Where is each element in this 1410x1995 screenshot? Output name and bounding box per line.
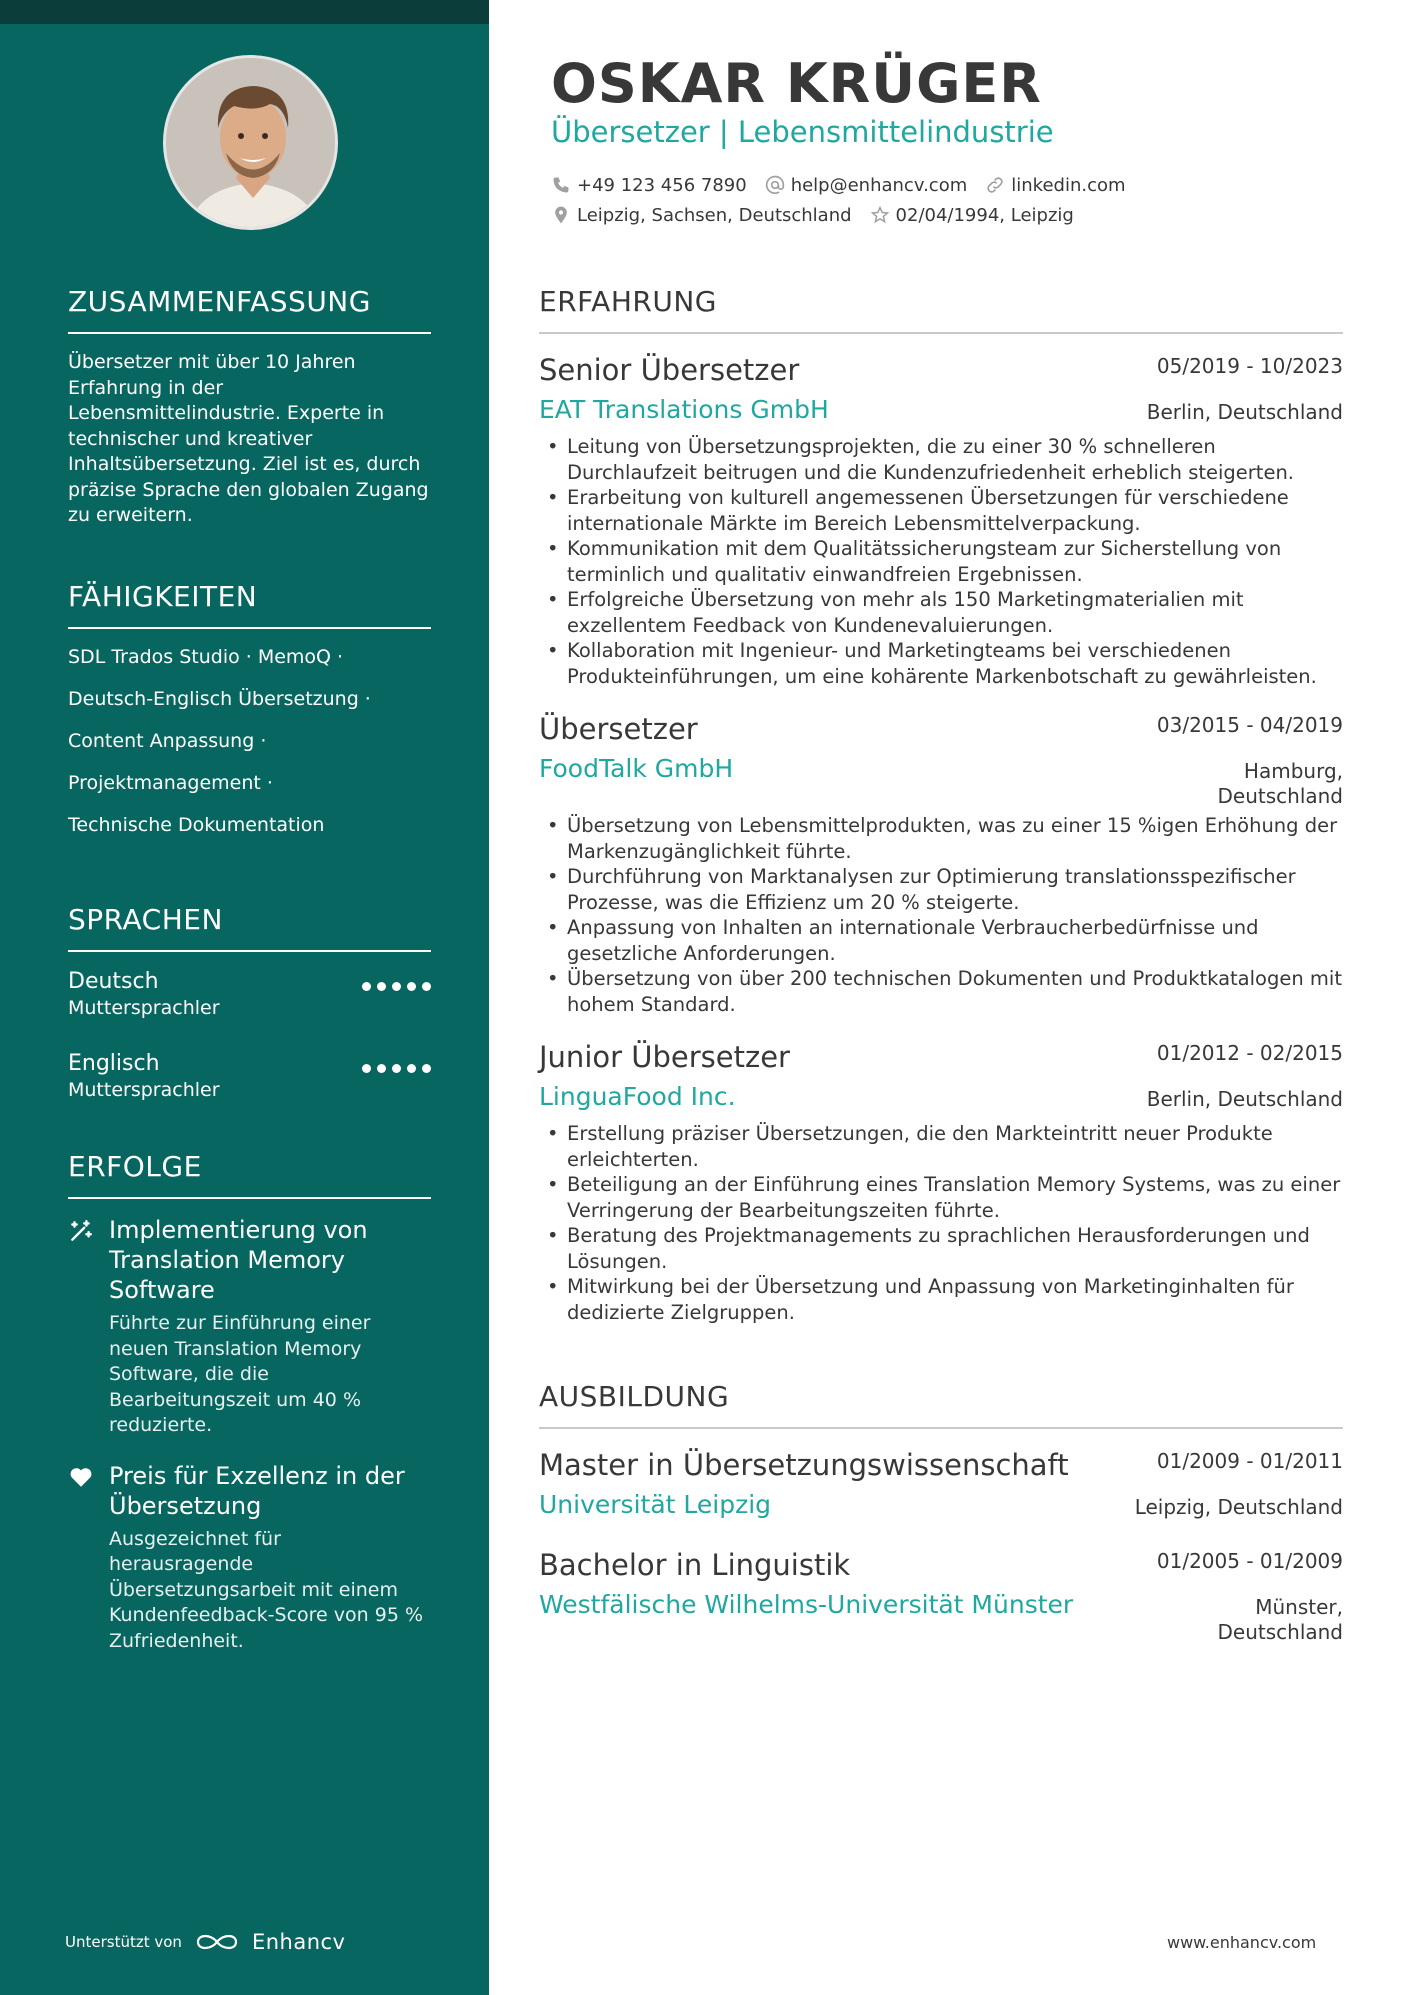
job-location: Berlin, Deutschland xyxy=(1146,1087,1343,1111)
skill-item: SDL Trados Studio · MemoQ · xyxy=(68,646,344,668)
enhancv-brand[interactable]: Enhancv xyxy=(251,1930,346,1954)
skills-title: FÄHIGKEITEN xyxy=(68,580,431,629)
rating-dot xyxy=(362,982,371,991)
job-bullet: • Kollaboration mit Ingenieur- und Marketingteams bei verschiedenen Produkteinführungen, um eine kohärente Markenbotschaft zu gewährleisten. xyxy=(539,638,1343,689)
footer-url[interactable]: www.enhancv.com xyxy=(1167,1933,1317,1952)
candidate-name: OSKAR KRÜGER xyxy=(551,52,1042,115)
email-contact[interactable] xyxy=(765,175,968,196)
phone-icon xyxy=(551,175,571,195)
phone-text: +49 123 456 7890 xyxy=(577,174,747,196)
heart-icon xyxy=(68,1464,94,1490)
birth-contact xyxy=(870,205,1074,226)
skill-item: Projektmanagement · xyxy=(68,772,273,794)
achievement-item xyxy=(68,1461,431,1655)
company-name: LinguaFood Inc. xyxy=(539,1082,736,1111)
enhancv-logo-icon xyxy=(194,1931,240,1953)
languages-title: SPRACHEN xyxy=(68,903,431,952)
education-entry xyxy=(539,1547,1343,1644)
job-bullet: • Anpassung von Inhalten an internationale Verbraucherbedürfnisse und gesetzliche Anforderungen. xyxy=(539,915,1343,966)
email-text: help@enhancv.com xyxy=(790,174,968,196)
language-rating xyxy=(362,1064,431,1073)
magic-wand-icon xyxy=(68,1218,94,1244)
rating-dot xyxy=(377,1064,386,1073)
location-contact xyxy=(551,205,852,226)
experience-section xyxy=(539,285,1343,1347)
language-level: Muttersprachler xyxy=(68,1079,220,1101)
language-item xyxy=(68,968,431,1050)
achievements-section xyxy=(68,1150,431,1676)
job-bullet: • Leitung von Übersetzungsprojekten, die zu einer 30 % schnelleren Durchlaufzeit beitrugen und die Kundenzufriedenheit erheblich steigerten. xyxy=(539,434,1343,485)
job-bullet: • Erarbeitung von kulturell angemessenen Übersetzungen für verschiedene internationale Märkte im Bereich Lebensmittelverpackung. xyxy=(539,485,1343,536)
at-icon xyxy=(765,175,785,195)
job-location: Berlin, Deutschland xyxy=(1146,400,1343,424)
job-location: Hamburg, Deutschland xyxy=(1217,759,1343,808)
education-dates: 01/2009 - 01/2011 xyxy=(1156,1449,1343,1473)
contact-info xyxy=(551,170,1126,230)
rating-dot xyxy=(422,1064,431,1073)
summary-title: ZUSAMMENFASSUNG xyxy=(68,285,431,334)
education-title: AUSBILDUNG xyxy=(539,1380,1343,1429)
job-bullet: • Mitwirkung bei der Übersetzung und Anpassung von Marketinginhalten für dedizierte Zielgruppen. xyxy=(539,1274,1343,1325)
achievement-title: Preis für Exzellenz in der Übersetzung xyxy=(109,1461,405,1520)
website-contact[interactable] xyxy=(985,175,1125,196)
job-title: Übersetzer xyxy=(539,712,698,746)
education-location: Münster, Deutschland xyxy=(1217,1595,1343,1644)
sidebar xyxy=(0,0,489,1995)
star-icon xyxy=(870,205,890,225)
language-rating xyxy=(362,982,431,991)
school-name: Westfälische Wilhelms-Universität Münster xyxy=(539,1590,1074,1619)
powered-by-label: Unterstützt von xyxy=(65,1933,182,1951)
degree-title: Bachelor in Linguistik xyxy=(539,1548,851,1582)
summary-section xyxy=(68,285,431,529)
rating-dot xyxy=(362,1064,371,1073)
skill-item: Technische Dokumentation xyxy=(68,814,325,836)
summary-text: Übersetzer mit über 10 Jahren Erfahrung in der Lebensmittelindustrie. Experte in technischer und kreativer Inhaltsübersetzung. Ziel ist es, durch präzise Sprache den globalen Zugang zu erweitern. xyxy=(68,351,429,526)
experience-title: ERFAHRUNG xyxy=(539,285,1343,334)
job-title: Senior Übersetzer xyxy=(539,353,800,387)
experience-entry xyxy=(539,352,1343,689)
school-name: Universität Leipzig xyxy=(539,1490,772,1519)
rating-dot xyxy=(392,1064,401,1073)
achievement-title: Implementierung von Translation Memory Software xyxy=(109,1216,368,1304)
job-bullet: • Erfolgreiche Übersetzung von mehr als 150 Marketingmaterialien mit exzellentem Feedback von Kundenevaluierungen. xyxy=(539,587,1343,638)
company-name: FoodTalk GmbH xyxy=(539,754,734,783)
job-title: Junior Übersetzer xyxy=(539,1040,790,1074)
degree-title: Master in Übersetzungswissenschaft xyxy=(539,1448,1069,1482)
language-item xyxy=(68,1050,431,1132)
website-text: linkedin.com xyxy=(1011,174,1126,196)
achievements-title: ERFOLGE xyxy=(68,1150,431,1199)
education-entry xyxy=(539,1447,1343,1523)
powered-by xyxy=(65,1930,345,1954)
achievement-desc: Führte zur Einführung einer neuen Translation Memory Software, die die Bearbeitungszeit um 40 % reduzierte. xyxy=(109,1312,371,1436)
job-dates: 01/2012 - 02/2015 xyxy=(1156,1041,1343,1065)
candidate-title: Übersetzer | Lebensmittelindustrie xyxy=(551,115,1054,149)
achievement-item xyxy=(68,1215,431,1439)
company-name: EAT Translations GmbH xyxy=(539,395,829,424)
language-name: Englisch xyxy=(68,1051,160,1076)
job-bullet: • Beratung des Projektmanagements zu sprachlichen Herausforderungen und Lösungen. xyxy=(539,1223,1343,1274)
achievement-desc: Ausgezeichnet für herausragende Übersetzungsarbeit mit einem Kundenfeedback-Score von 95 % Zufriedenheit. xyxy=(109,1527,424,1652)
education-section xyxy=(539,1380,1343,1645)
phone-contact[interactable] xyxy=(551,175,747,196)
experience-entry xyxy=(539,1039,1343,1325)
sidebar-top-band xyxy=(0,0,489,24)
language-level: Muttersprachler xyxy=(68,997,220,1019)
job-bullets xyxy=(539,1121,1343,1325)
rating-dot xyxy=(407,1064,416,1073)
skill-item: Content Anpassung · xyxy=(68,730,267,752)
avatar xyxy=(163,55,338,230)
skills-section xyxy=(68,580,431,855)
location-text: Leipzig, Sachsen, Deutschland xyxy=(577,204,852,226)
education-dates: 01/2005 - 01/2009 xyxy=(1156,1549,1343,1573)
job-dates: 03/2015 - 04/2019 xyxy=(1156,713,1343,737)
job-bullets xyxy=(539,813,1343,1017)
rating-dot xyxy=(392,982,401,991)
rating-dot xyxy=(422,982,431,991)
job-bullet: • Übersetzung von über 200 technischen Dokumenten und Produktkatalogen mit hohem Standard. xyxy=(539,966,1343,1017)
rating-dot xyxy=(377,982,386,991)
job-bullet: • Durchführung von Marktanalysen zur Optimierung translationsspezifischer Prozesse, was die Effizienz um 20 % steigerte. xyxy=(539,864,1343,915)
skill-item: Deutsch-Englisch Übersetzung · xyxy=(68,688,371,710)
job-bullet: • Kommunikation mit dem Qualitätssicherungsteam zur Sicherstellung von terminlich und qualitativ einwandfreien Ergebnissen. xyxy=(539,536,1343,587)
education-location: Leipzig, Deutschland xyxy=(1134,1495,1343,1519)
job-bullet: • Erstellung präziser Übersetzungen, die den Markteintritt neuer Produkte erleichterten. xyxy=(539,1121,1343,1172)
birth-text: 02/04/1994, Leipzig xyxy=(895,204,1074,226)
languages-section xyxy=(68,903,431,1132)
experience-entry xyxy=(539,711,1343,1017)
language-name: Deutsch xyxy=(68,969,159,994)
location-pin-icon xyxy=(551,205,571,225)
link-icon xyxy=(985,175,1005,195)
job-bullet: • Übersetzung von Lebensmittelprodukten, was zu einer 15 %igen Erhöhung der Markenzugänglichkeit führte. xyxy=(539,813,1343,864)
job-dates: 05/2019 - 10/2023 xyxy=(1156,354,1343,378)
rating-dot xyxy=(407,982,416,991)
job-bullets xyxy=(539,434,1343,689)
job-bullet: • Beteiligung an der Einführung eines Translation Memory Systems, was zu einer Verringerung der Bearbeitungszeiten führte. xyxy=(539,1172,1343,1223)
